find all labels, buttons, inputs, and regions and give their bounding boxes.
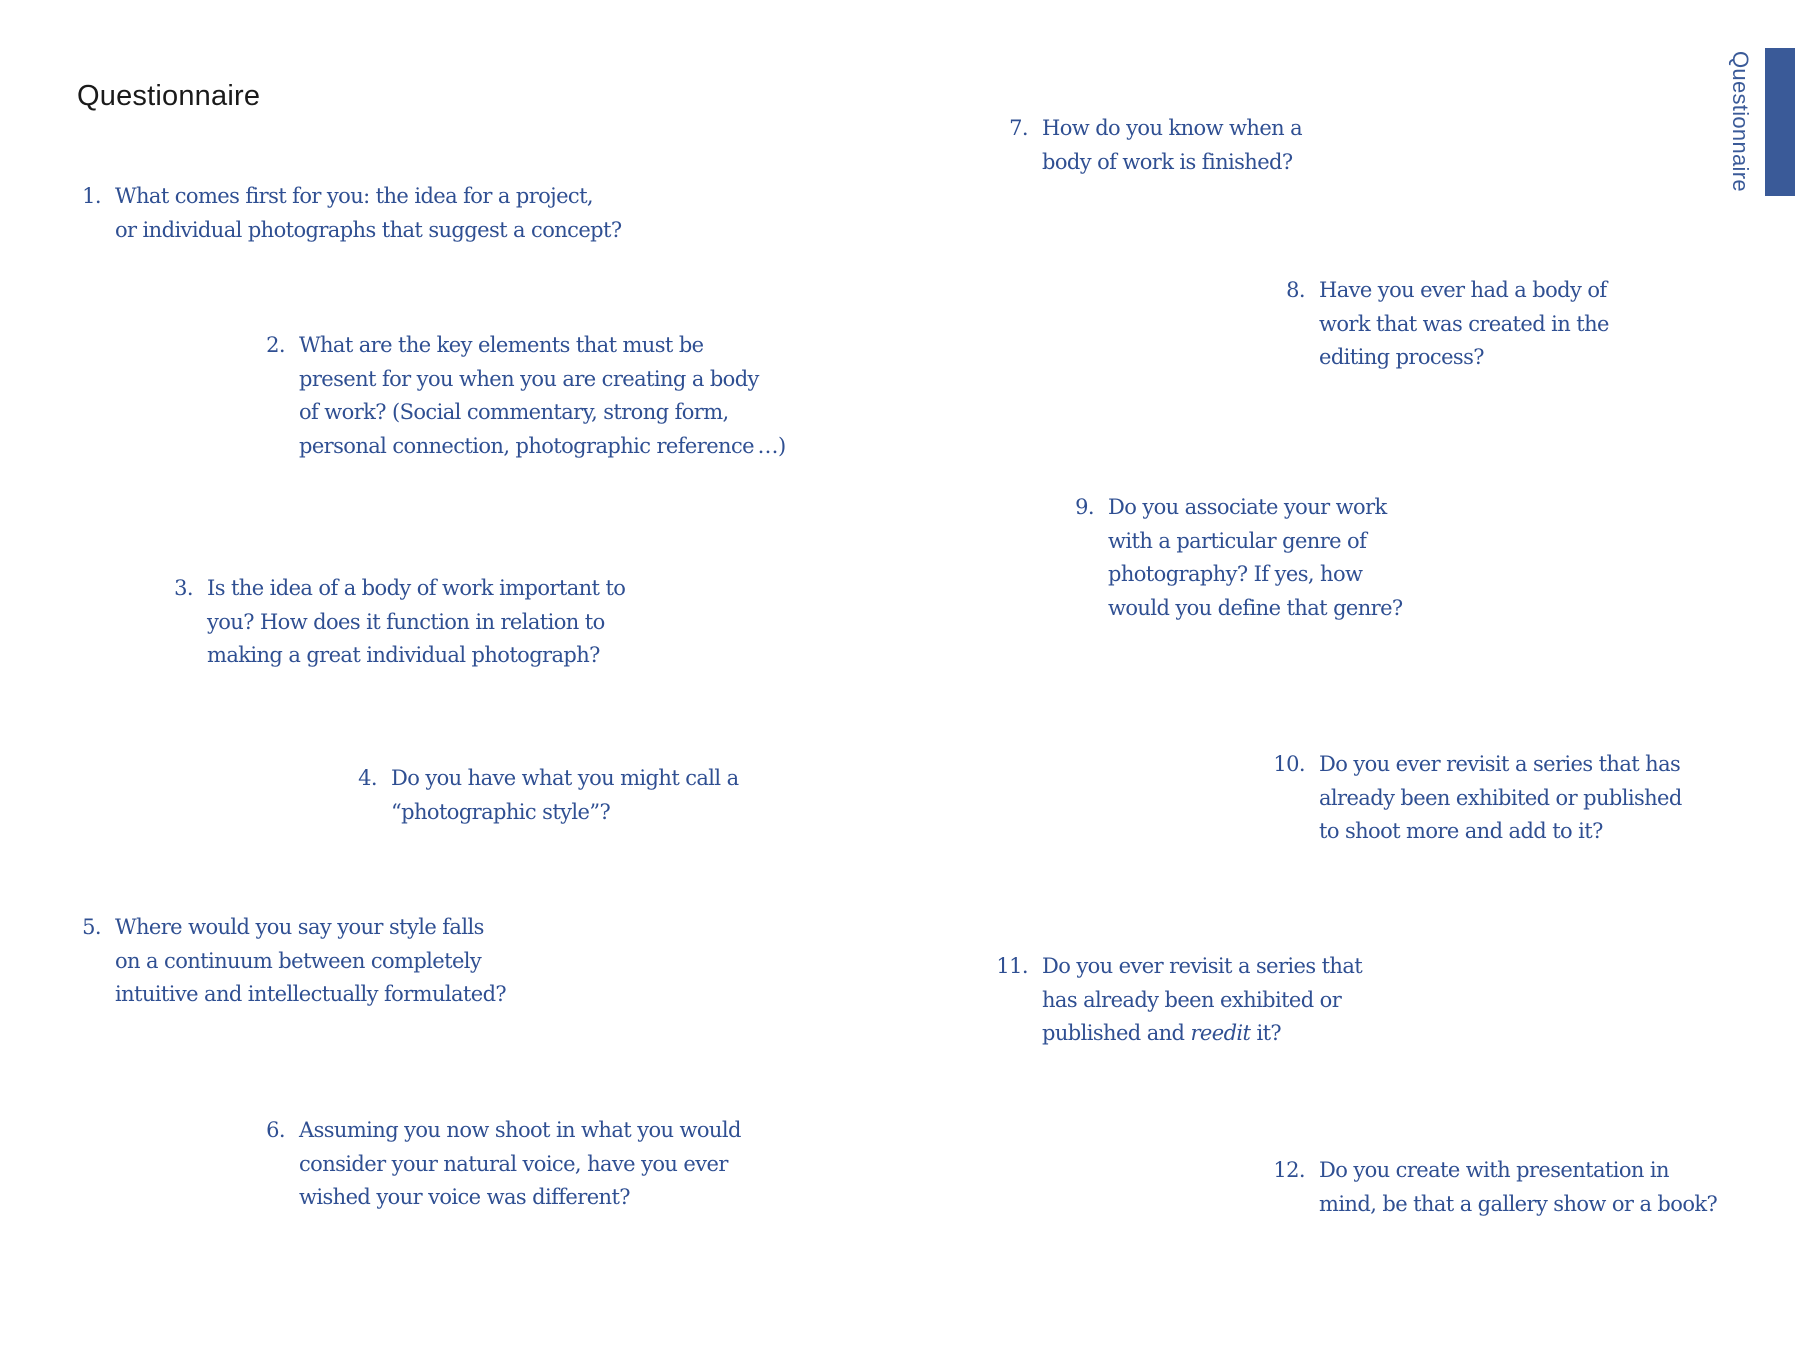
question-number: 2. <box>266 333 285 357</box>
question-line: What comes first for you: the idea for a project, <box>115 184 593 208</box>
question-text <box>115 180 622 247</box>
question-number: 7. <box>1009 116 1028 140</box>
question-11 <box>996 950 1363 1051</box>
question-line: of work? (Social commentary, strong form, <box>299 400 729 424</box>
question-text <box>1319 274 1609 375</box>
question-line: on a continuum between completely <box>115 948 482 973</box>
question-line: to shoot more and add to it? <box>1319 819 1603 843</box>
question-number: 5. <box>82 915 101 939</box>
question-3 <box>174 572 626 673</box>
question-number: 6. <box>266 1118 285 1142</box>
question-line-end: it? <box>1250 1021 1282 1045</box>
question-text <box>115 911 506 1012</box>
question-2 <box>266 329 786 463</box>
question-line: has already been exhibited or <box>1042 987 1342 1012</box>
question-line: work that was created in the <box>1319 311 1609 336</box>
question-9 <box>1075 491 1403 625</box>
question-number: 10. <box>1273 752 1305 776</box>
question-line: editing process? <box>1319 345 1484 369</box>
question-line: intuitive and intellectually formulated? <box>115 982 507 1006</box>
question-text <box>207 572 625 673</box>
question-line: Is the idea of a body of work important to <box>207 576 626 600</box>
question-1 <box>82 180 622 247</box>
question-line: Do you create with presentation in <box>1319 1158 1669 1182</box>
question-line: wished your voice was different? <box>299 1185 630 1209</box>
question-number: 4. <box>358 766 377 790</box>
question-number: 1. <box>82 184 101 208</box>
question-number: 11. <box>996 954 1028 978</box>
question-text <box>1319 748 1682 849</box>
question-number: 12. <box>1273 1158 1305 1182</box>
question-number: 8. <box>1286 278 1305 302</box>
question-7 <box>1009 112 1303 179</box>
question-line: Assuming you now shoot in what you would <box>299 1118 741 1142</box>
question-line: “photographic style”? <box>391 799 611 824</box>
question-line <box>1042 1017 1362 1051</box>
question-12 <box>1273 1154 1718 1221</box>
question-number: 9. <box>1075 495 1094 519</box>
question-line: personal connection, photographic reference …) <box>299 433 786 458</box>
side-tab-label: Questionnaire <box>1728 51 1753 192</box>
question-line: consider your natural voice, have you ever <box>299 1151 728 1176</box>
question-4 <box>358 762 739 829</box>
question-line: What are the key elements that must be <box>299 333 704 357</box>
question-line: would you define that genre? <box>1108 595 1403 620</box>
question-line: or individual photographs that suggest a concept? <box>115 217 622 242</box>
question-line: photography? If yes, how <box>1108 562 1363 586</box>
question-10 <box>1273 748 1682 849</box>
question-line: Do you associate your work <box>1108 495 1387 519</box>
question-line: present for you when you are creating a body <box>299 366 759 391</box>
question-text <box>1108 491 1403 625</box>
question-line: Do you ever revisit a series that has <box>1319 752 1681 776</box>
question-text <box>1042 112 1302 179</box>
question-line: How do you know when a <box>1042 116 1303 140</box>
emphasis-reedit: reedit <box>1190 1021 1251 1045</box>
question-text <box>299 1114 741 1215</box>
question-text <box>391 762 739 829</box>
question-line: already been exhibited or published <box>1319 785 1682 810</box>
question-line: Do you have what you might call a <box>391 766 739 790</box>
question-number: 3. <box>174 576 193 600</box>
question-line: body of work is finished? <box>1042 149 1293 174</box>
question-line: Have you ever had a body of <box>1319 278 1607 302</box>
question-text <box>1042 950 1362 1051</box>
question-line: you? How does it function in relation to <box>207 609 605 634</box>
question-text <box>299 329 786 463</box>
question-line: making a great individual photograph? <box>207 643 600 667</box>
question-line: with a particular genre of <box>1108 528 1367 553</box>
question-text <box>1319 1154 1717 1221</box>
side-tab-marker <box>1765 48 1795 196</box>
question-5 <box>82 911 507 1012</box>
question-8 <box>1286 274 1609 375</box>
question-line-start: published and <box>1042 1021 1191 1045</box>
page-title: Questionnaire <box>77 80 261 112</box>
question-line: Do you ever revisit a series that <box>1042 954 1363 978</box>
question-line: mind, be that a gallery show or a book? <box>1319 1191 1718 1216</box>
question-6 <box>266 1114 741 1215</box>
question-line: Where would you say your style falls <box>115 915 484 939</box>
